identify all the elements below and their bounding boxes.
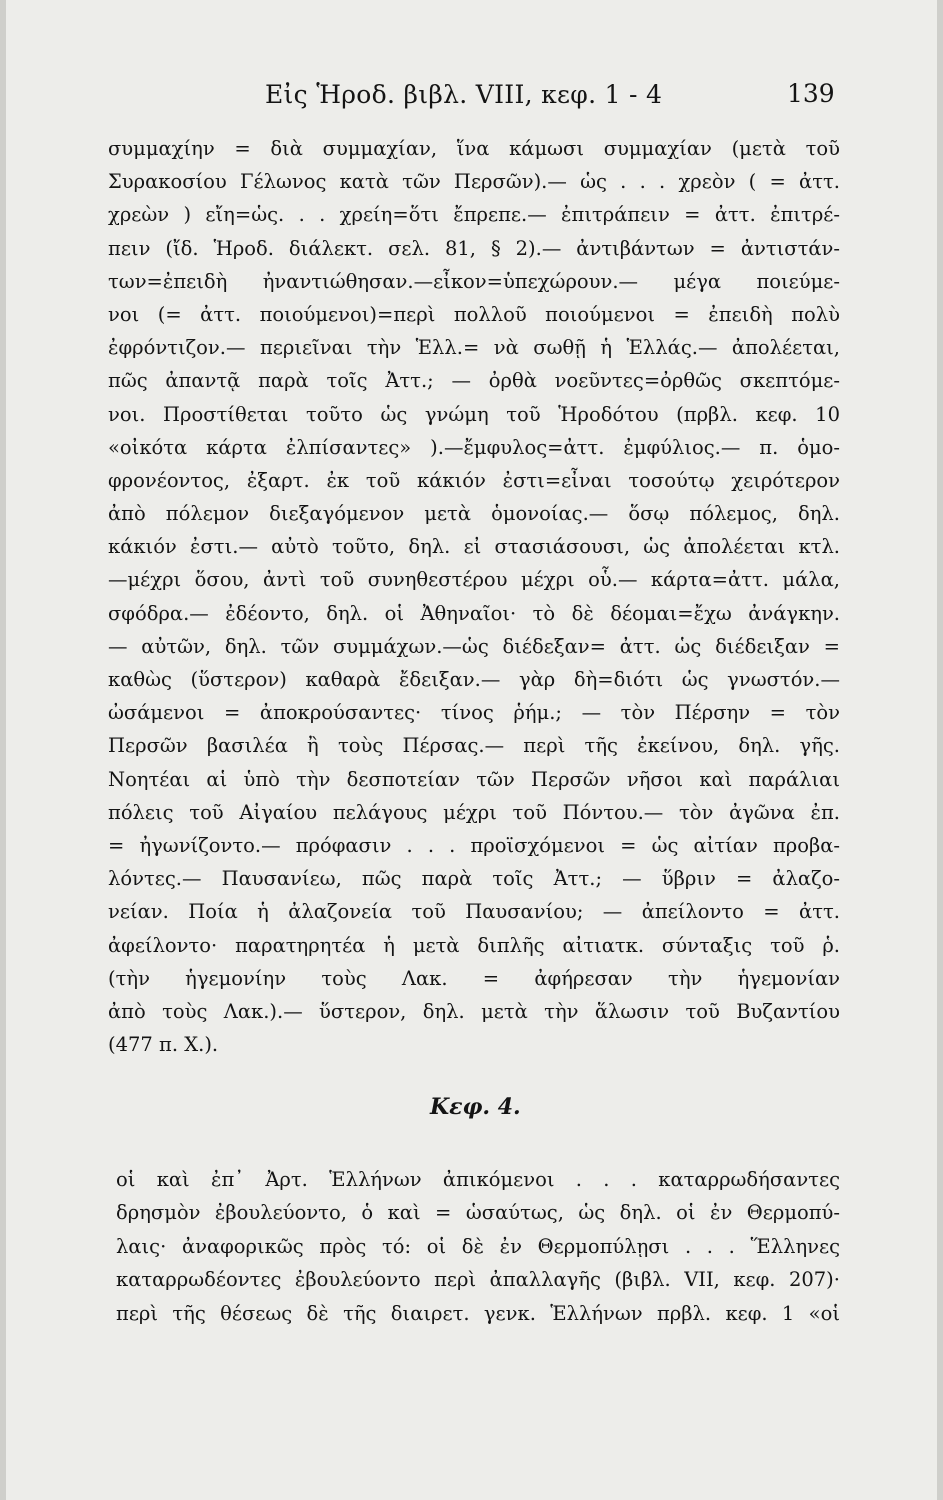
text-line: πῶς ἀπαντᾷ παρὰ τοῖς Ἀττ.; — ὀρθὰ νοεῦντες=ὀρθῶς σκεπτόμε- (108, 369, 840, 393)
text-line: ἀφείλοντο· παρατηρητέα ἡ μετὰ διπλῆς αἰτιατκ. σύνταξις τοῦ ῥ. (108, 933, 840, 957)
text-line: χρεὼν ) εἴη=ὡς. . . χρείη=ὅτι ἔπρεπε.— ἐπιτράπειν = ἀττ. ἐπιτρέ- (108, 203, 840, 227)
text-line: (τὴν ἡγεμονίην τοὺς Λακ. = ἀφήρεσαν τὴν ἡγεμονίαν (108, 966, 840, 990)
text-line: νοι. Προστίθεται τοῦτο ὡς γνώμη τοῦ Ἡροδότου (πρβλ. κεφ. 10 (108, 402, 840, 426)
text-line: των=ἐπειδὴ ἠναντιώθησαν.—εἶκον=ὑπεχώρουν.— μέγα ποιεύμε- (108, 269, 840, 293)
text-line: καθὼς (ὕστερον) καθαρὰ ἔδειξαν.— γὰρ δὴ=διότι ὡς γνωστόν.— (108, 668, 840, 691)
text-line: Περσῶν βασιλέα ἢ τοὺς Πέρσας.— περὶ τῆς ἐκείνου, δηλ. γῆς. (108, 734, 840, 758)
text-line: πειν (ἴδ. Ἡροδ. διάλεκτ. σελ. 81, § 2).— ἀντιβάντων = ἀντιστάν- (108, 236, 840, 260)
text-line: περὶ τῆς θέσεως δὲ τῆς διαιρετ. γενκ. Ἑλλήνων πρβλ. κεφ. 1 «οἱ (116, 1301, 840, 1325)
text-line: συμμαχίην = διὰ συμμαχίαν, ἵνα κάμωσι συμμαχίαν (μετὰ τοῦ (108, 137, 840, 160)
text-line: — αὐτῶν, δηλ. τῶν συμμάχων.—ὡς διέδεξαν= ἀττ. ὡς διέδειξαν = (108, 634, 840, 658)
text-line: Συρακοσίου Γέλωνος κατὰ τῶν Περσῶν).— ὡς . . . χρεὸν ( = ἀττ. (108, 170, 840, 194)
text-line: φρονέοντος, ἐξαρτ. ἐκ τοῦ κάκιόν ἐστι=εἶναι τοσούτῳ χειρότερον (108, 468, 840, 492)
text-line: —μέχρι ὅσου, ἀντὶ τοῦ συνηθεστέρου μέχρι οὗ.— κάρτα=ἀττ. μάλα, (108, 568, 840, 592)
text-line: (477 π. Χ.). (108, 1033, 219, 1057)
page-number: 139 (787, 79, 835, 108)
text-line: κάκιόν ἐστι.— αὐτὸ τοῦτο, δηλ. εἰ στασιάσουσι, ὡς ἀπολέεται κτλ. (108, 535, 840, 559)
text-line: λόντες.— Παυσανίεω, πῶς παρὰ τοῖς Ἀττ.; — ὕβριν = ἀλαζο- (108, 867, 840, 891)
commentary-text (108, 132, 840, 1061)
text-line: σφόδρα.— ἐδέοντο, δηλ. οἱ Ἀθηναῖοι· τὸ δὲ δέομαι=ἔχω ἀνάγκην. (108, 601, 840, 625)
chapter-text (116, 1163, 840, 1330)
text-line: νείαν. Ποία ἡ ἀλαζονεία τοῦ Παυσανίου; — ἀπείλοντο = ἀττ. (108, 900, 840, 924)
text-line: ἐφρόντιζον.— περιεῖναι τὴν Ἑλλ.= νὰ σωθῇ ἡ Ἑλλάς.— ἀπολέεται, (108, 336, 840, 360)
text-line: ἀπὸ πόλεμον διεξαγόμενον μετὰ ὁμονοίας.— ὅσῳ πόλεμος, δηλ. (108, 502, 840, 526)
text-line: καταρρωδέοντες ἐβουλεύοντο περὶ ἀπαλλαγῆς (βιβλ. VII, κεφ. 207)· (116, 1268, 840, 1292)
chapter-heading: Κεφ. 4. (430, 1094, 521, 1120)
text-line: ὠσάμενοι = ἀποκρούσαντες· τίνος ῥήμ.; — τὸν Πέρσην = τὸν (108, 701, 840, 725)
page-edge-left (0, 0, 6, 1500)
running-title: Εἰς Ἡροδ. βιβλ. VIII, κεφ. 1 - 4 (265, 80, 663, 109)
text-line: δρησμὸν ἐβουλεύοντο, ὁ καὶ = ὡσαύτως, ὡς δηλ. οἱ ἐν Θερμοπύ- (116, 1201, 840, 1225)
text-line: Νοητέαι αἱ ὑπὸ τὴν δεσποτείαν τῶν Περσῶν νῆσοι καὶ παράλιαι (108, 767, 840, 791)
page-edge-right (937, 0, 943, 1500)
text-line: νοι (= ἀττ. ποιούμενοι)=περὶ πολλοῦ ποιούμενοι = ἐπειδὴ πολὺ (108, 302, 840, 326)
text-line: «οἰκότα κάρτα ἐλπίσαντες» ).—ἔμφυλος=ἀττ. ἐμφύλιος.— π. ὁμο- (108, 435, 840, 459)
text-line: λαις· ἀναφορικῶς πρὸς τό: οἱ δὲ ἐν Θερμοπύλῃσι . . . Ἕλληνες (116, 1234, 840, 1258)
text-line: πόλεις τοῦ Αἰγαίου πελάγους μέχρι τοῦ Πόντου.— τὸν ἀγῶνα ἐπ. (108, 800, 840, 824)
text-line: ἀπὸ τοὺς Λακ.).— ὕστερον, δηλ. μετὰ τὴν ἅλωσιν τοῦ Βυζαντίου (108, 999, 840, 1023)
text-line: = ἠγωνίζοντο.— πρόφασιν . . . προϊσχόμενοι = ὡς αἰτίαν προβα- (108, 833, 840, 857)
text-line: οἱ καὶ ἐπ᾽ Ἀρτ. Ἑλλήνων ἀπικόμενοι . . . καταρρωδήσαντες (116, 1168, 840, 1191)
